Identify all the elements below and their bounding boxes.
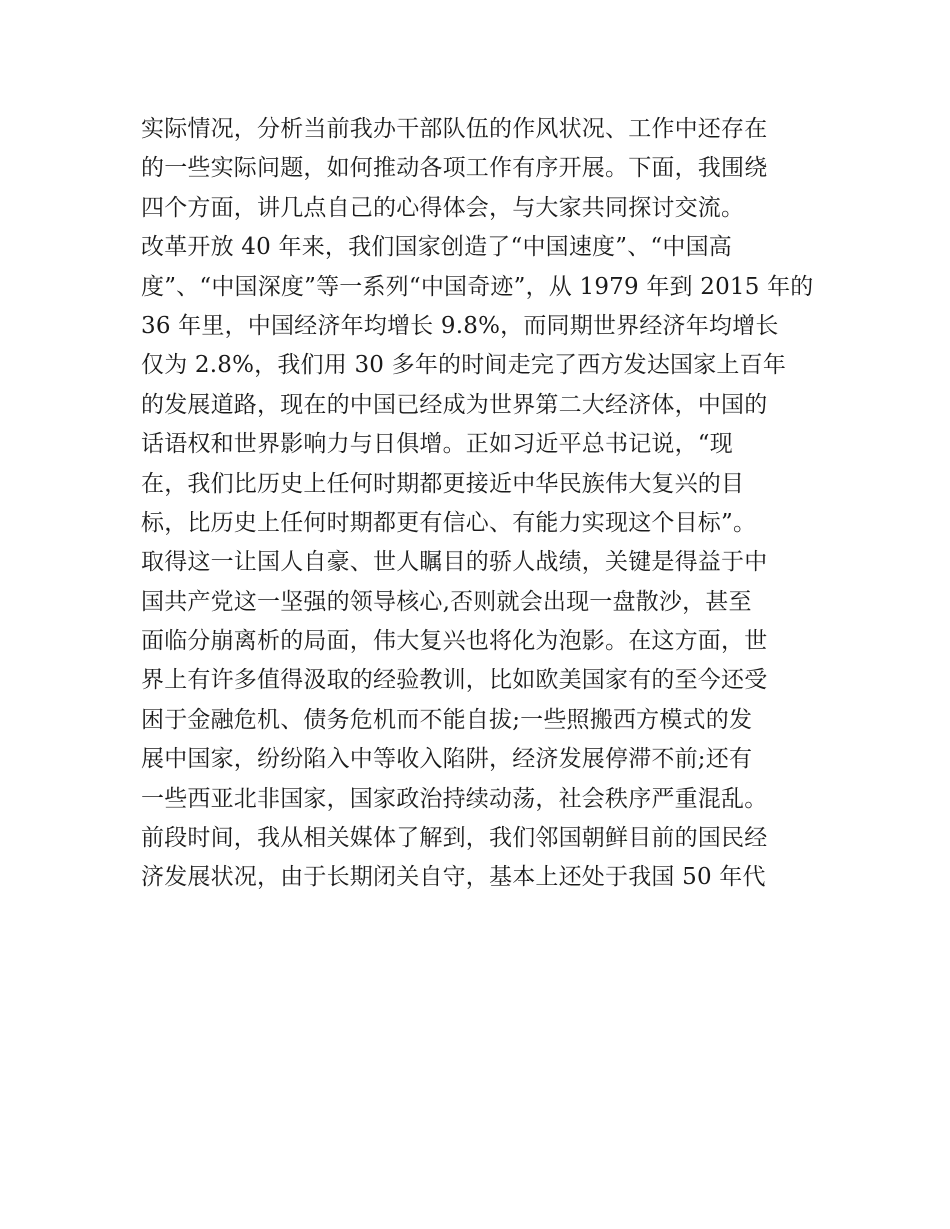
text-line-2: 的一些实际问题，如何推动各项工作有序开展。下面，我围绕 [141,155,768,182]
text-line-7: 仅为 2.8%，我们用 30 多年的时间走完了西方发达国家上百年 [141,352,787,379]
text-line-15: 界上有许多值得汲取的经验教训，比如欧美国家有的至今还受 [141,667,768,694]
text-line-5: 度”、“中国深度”等一系列“中国奇迹”，从 1979 年到 2015 年的 [141,273,814,300]
text-line-10: 在，我们比历史上任何时期都更接近中华民族伟大复兴的目 [141,470,745,497]
text-line-9: 话语权和世界影响力与日俱增。正如习近平总书记说，“现 [141,431,733,458]
text-line-12: 取得这一让国人自豪、世人瞩目的骄人战绩，关键是得益于中 [141,549,768,576]
text-line-19: 前段时间，我从相关媒体了解到，我们邻国朝鲜目前的国民经 [141,825,768,852]
text-line-3: 四个方面，讲几点自己的心得体会，与大家共同探讨交流。 [141,194,745,221]
text-line-11: 标，比历史上任何时期都更有信心、有能力实现这个目标”。 [141,509,757,536]
text-line-6: 36 年里，中国经济年均增长 9.8%，而同期世界经济年均增长 [141,312,779,339]
text-line-20: 济发展状况，由于长期闭关自守，基本上还处于我国 50 年代 [141,864,766,891]
body-text [141,110,831,898]
text-line-14: 面临分崩离析的局面，伟大复兴也将化为泡影。在这方面，世 [141,628,768,655]
text-line-8: 的发展道路，现在的中国已经成为世界第二大经济体，中国的 [141,391,768,418]
text-line-4: 改革开放 40 年来，我们国家创造了“中国速度”、“中国高 [141,234,732,261]
text-line-17: 展中国家，纷纷陷入中等收入陷阱，经济发展停滞不前;还有 [141,746,753,773]
text-line-18: 一些西亚北非国家，国家政治持续动荡，社会秩序严重混乱。 [141,785,768,812]
text-line-1: 实际情况，分析当前我办干部队伍的作风状况、工作中还存在 [141,116,768,142]
text-line-13: 国共产党这一坚强的领导核心,否则就会出现一盘散沙，甚至 [141,588,752,615]
text-line-16: 困于金融危机、债务危机而不能自拔;一些照搬西方模式的发 [141,706,753,733]
